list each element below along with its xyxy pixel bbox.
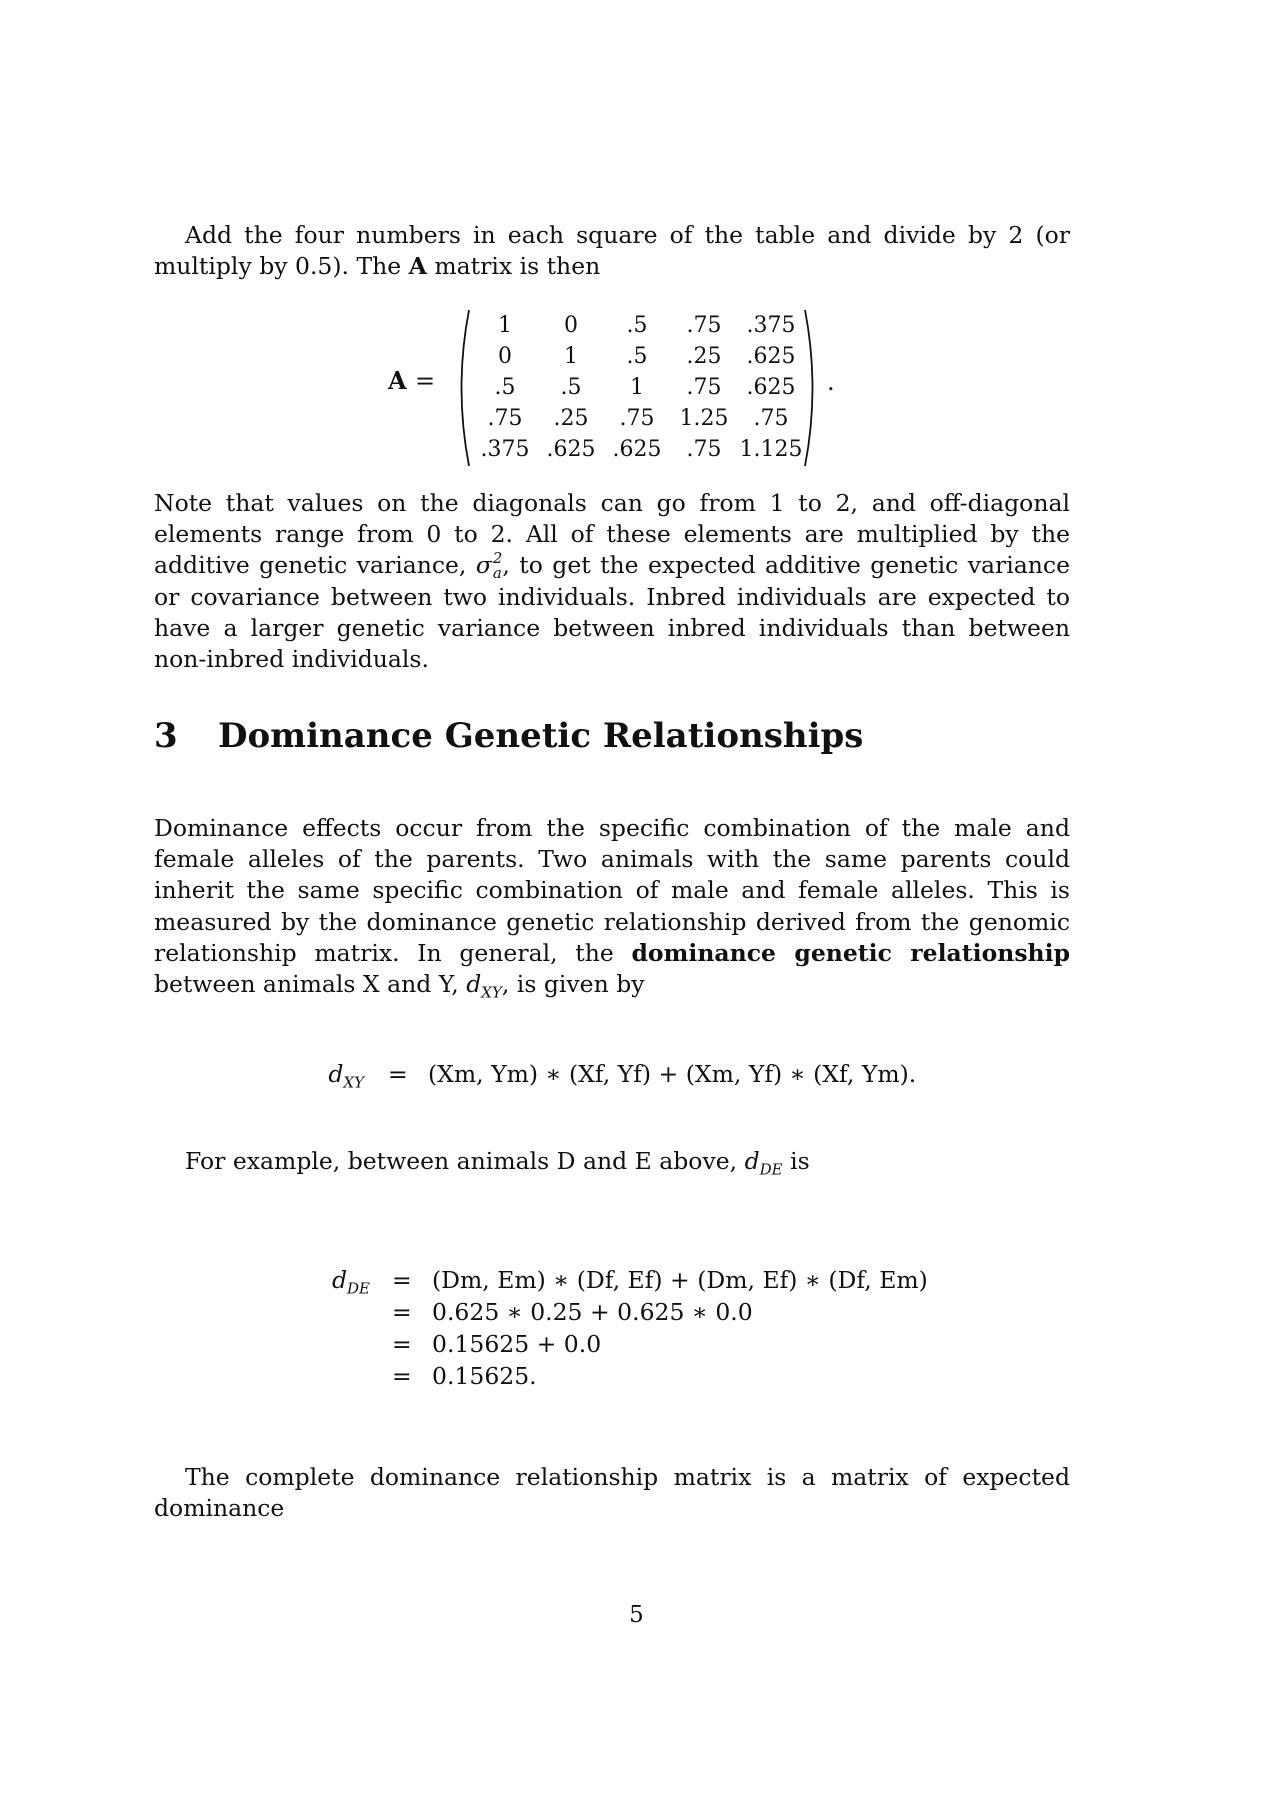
section-title: Dominance Genetic Relationships bbox=[218, 716, 864, 756]
matrix-cell: .625 bbox=[612, 437, 662, 462]
matrix-cell: 1 bbox=[630, 375, 644, 400]
dde-sub: DE bbox=[759, 1160, 783, 1179]
matrix-cell: 0 bbox=[564, 313, 578, 338]
matrix-equals: = bbox=[414, 367, 436, 395]
matrix-cell: .625 bbox=[746, 344, 796, 369]
equation-dde bbox=[0, 1266, 1273, 1406]
matrix-cell: .375 bbox=[746, 313, 796, 338]
sigma-symbol: σ bbox=[475, 551, 492, 580]
equation2-line: (Dm, Em) ∗ (Df, Ef) + (Dm, Ef) ∗ (Df, Em) bbox=[432, 1266, 928, 1294]
equation2-line: 0.15625 + 0.0 bbox=[432, 1330, 602, 1358]
sigma-a-squared bbox=[475, 548, 503, 582]
matrix-cell: .75 bbox=[686, 437, 722, 462]
equation-rhs: (Xm, Ym) ∗ (Xf, Yf) + (Xm, Yf) ∗ (Xf, Ym). bbox=[428, 1060, 917, 1088]
note-text-end: , to get the expected additive genetic variance or covariance between two individuals. Inbred individuals are expected to have a larger genetic variance between inbred individuals than between non-inbred individuals. bbox=[154, 551, 1070, 674]
matrix-cell: .25 bbox=[553, 406, 589, 431]
matrix-label-A: A bbox=[388, 366, 407, 395]
dominance-text-mid: between animals X and Y, bbox=[154, 970, 467, 999]
eq2-lhs-sub: DE bbox=[347, 1279, 370, 1298]
dominance-text-end: , is given by bbox=[501, 970, 645, 999]
closing-text: The complete dominance relationship matrix is a matrix of expected dominance bbox=[154, 1463, 1070, 1523]
matrix-cell: .75 bbox=[753, 406, 789, 431]
eq1-lhs-var: d bbox=[328, 1060, 344, 1088]
matrix-cell: .75 bbox=[487, 406, 523, 431]
matrix-cell: .625 bbox=[546, 437, 596, 462]
note-paragraph bbox=[154, 488, 1070, 675]
matrix-cell: .5 bbox=[626, 344, 648, 369]
sigma-subscript: a bbox=[492, 563, 502, 582]
matrix-cell: .5 bbox=[560, 375, 582, 400]
equation2-equals: = bbox=[392, 1298, 412, 1326]
section-number: 3 bbox=[154, 716, 178, 756]
matrix-cell: .375 bbox=[480, 437, 530, 462]
dxy-sub: XY bbox=[481, 983, 502, 1002]
dxy-var: d bbox=[466, 970, 482, 999]
example-text-end: is bbox=[782, 1147, 810, 1175]
matrix-cell: .625 bbox=[746, 375, 796, 400]
matrix-cell: .25 bbox=[686, 344, 722, 369]
equation2-lhs bbox=[306, 1266, 370, 1298]
sigma-superscript: 2 bbox=[492, 548, 503, 567]
matrix-row bbox=[472, 434, 804, 465]
page-number: 5 bbox=[629, 1602, 644, 1628]
equation2-equals: = bbox=[392, 1330, 412, 1358]
intro-text-end: matrix is then bbox=[426, 252, 601, 281]
equation2-equals: = bbox=[392, 1266, 412, 1294]
intro-bold-A: A bbox=[408, 252, 427, 281]
matrix-row bbox=[472, 372, 804, 403]
matrix-cell: .75 bbox=[619, 406, 655, 431]
equation2-line: 0.15625. bbox=[432, 1362, 537, 1390]
equation2-line: 0.625 ∗ 0.25 + 0.625 ∗ 0.0 bbox=[432, 1298, 753, 1326]
intro-text: Add the four numbers in each square of the table and divide by 2 (or multiply by 0.5). The bbox=[154, 221, 1070, 281]
matrix-cell: .75 bbox=[686, 313, 722, 338]
matrix-cell: 1 bbox=[498, 313, 512, 338]
section-heading bbox=[154, 716, 863, 756]
dde-var: d bbox=[744, 1147, 760, 1175]
example-paragraph bbox=[154, 1146, 1070, 1186]
matrix-row bbox=[472, 341, 804, 372]
matrix-cell: 1 bbox=[564, 344, 578, 369]
equation2-equals: = bbox=[392, 1362, 412, 1390]
matrix-cell: .75 bbox=[686, 375, 722, 400]
eq1-lhs-sub: XY bbox=[343, 1073, 364, 1092]
matrix-cell: 1.25 bbox=[679, 406, 729, 431]
matrix-row bbox=[472, 310, 804, 341]
equation-lhs bbox=[300, 1060, 364, 1092]
left-paren-icon bbox=[452, 308, 472, 468]
closing-paragraph bbox=[154, 1462, 1070, 1524]
matrix-row bbox=[472, 403, 804, 434]
note-text: Note that values on the diagonals can go from 1 to 2, and off-diagonal elements range from 0 to 2. All of these elements are multiplied by the additive genetic variance, bbox=[154, 489, 1070, 580]
matrix-cell: .5 bbox=[494, 375, 516, 400]
matrix-label bbox=[388, 366, 435, 395]
example-text: For example, between animals D and E above, bbox=[185, 1147, 745, 1175]
right-paren-icon bbox=[802, 308, 822, 468]
intro-paragraph bbox=[154, 220, 1070, 282]
dominance-paragraph bbox=[154, 813, 1070, 1009]
equation-equals: = bbox=[388, 1060, 408, 1088]
matrix-period: . bbox=[827, 368, 835, 396]
matrix-cell: 0 bbox=[498, 344, 512, 369]
eq2-lhs-var: d bbox=[331, 1266, 348, 1294]
matrix-cell: .5 bbox=[626, 313, 648, 338]
dominance-bold-term: dominance genetic relationship bbox=[631, 938, 1071, 967]
dominance-text: Dominance effects occur from the specific combination of the male and female alleles of the parents. Two animals with the same parents could inherit the same specific combination of male and female alleles. This is measured by the dominance genetic relationship derived from the genomic relationship matrix. In general, the bbox=[154, 814, 1070, 967]
equation-dxy bbox=[0, 1060, 1273, 1092]
matrix-grid bbox=[472, 310, 804, 465]
matrix-cell: 1.125 bbox=[739, 437, 803, 462]
